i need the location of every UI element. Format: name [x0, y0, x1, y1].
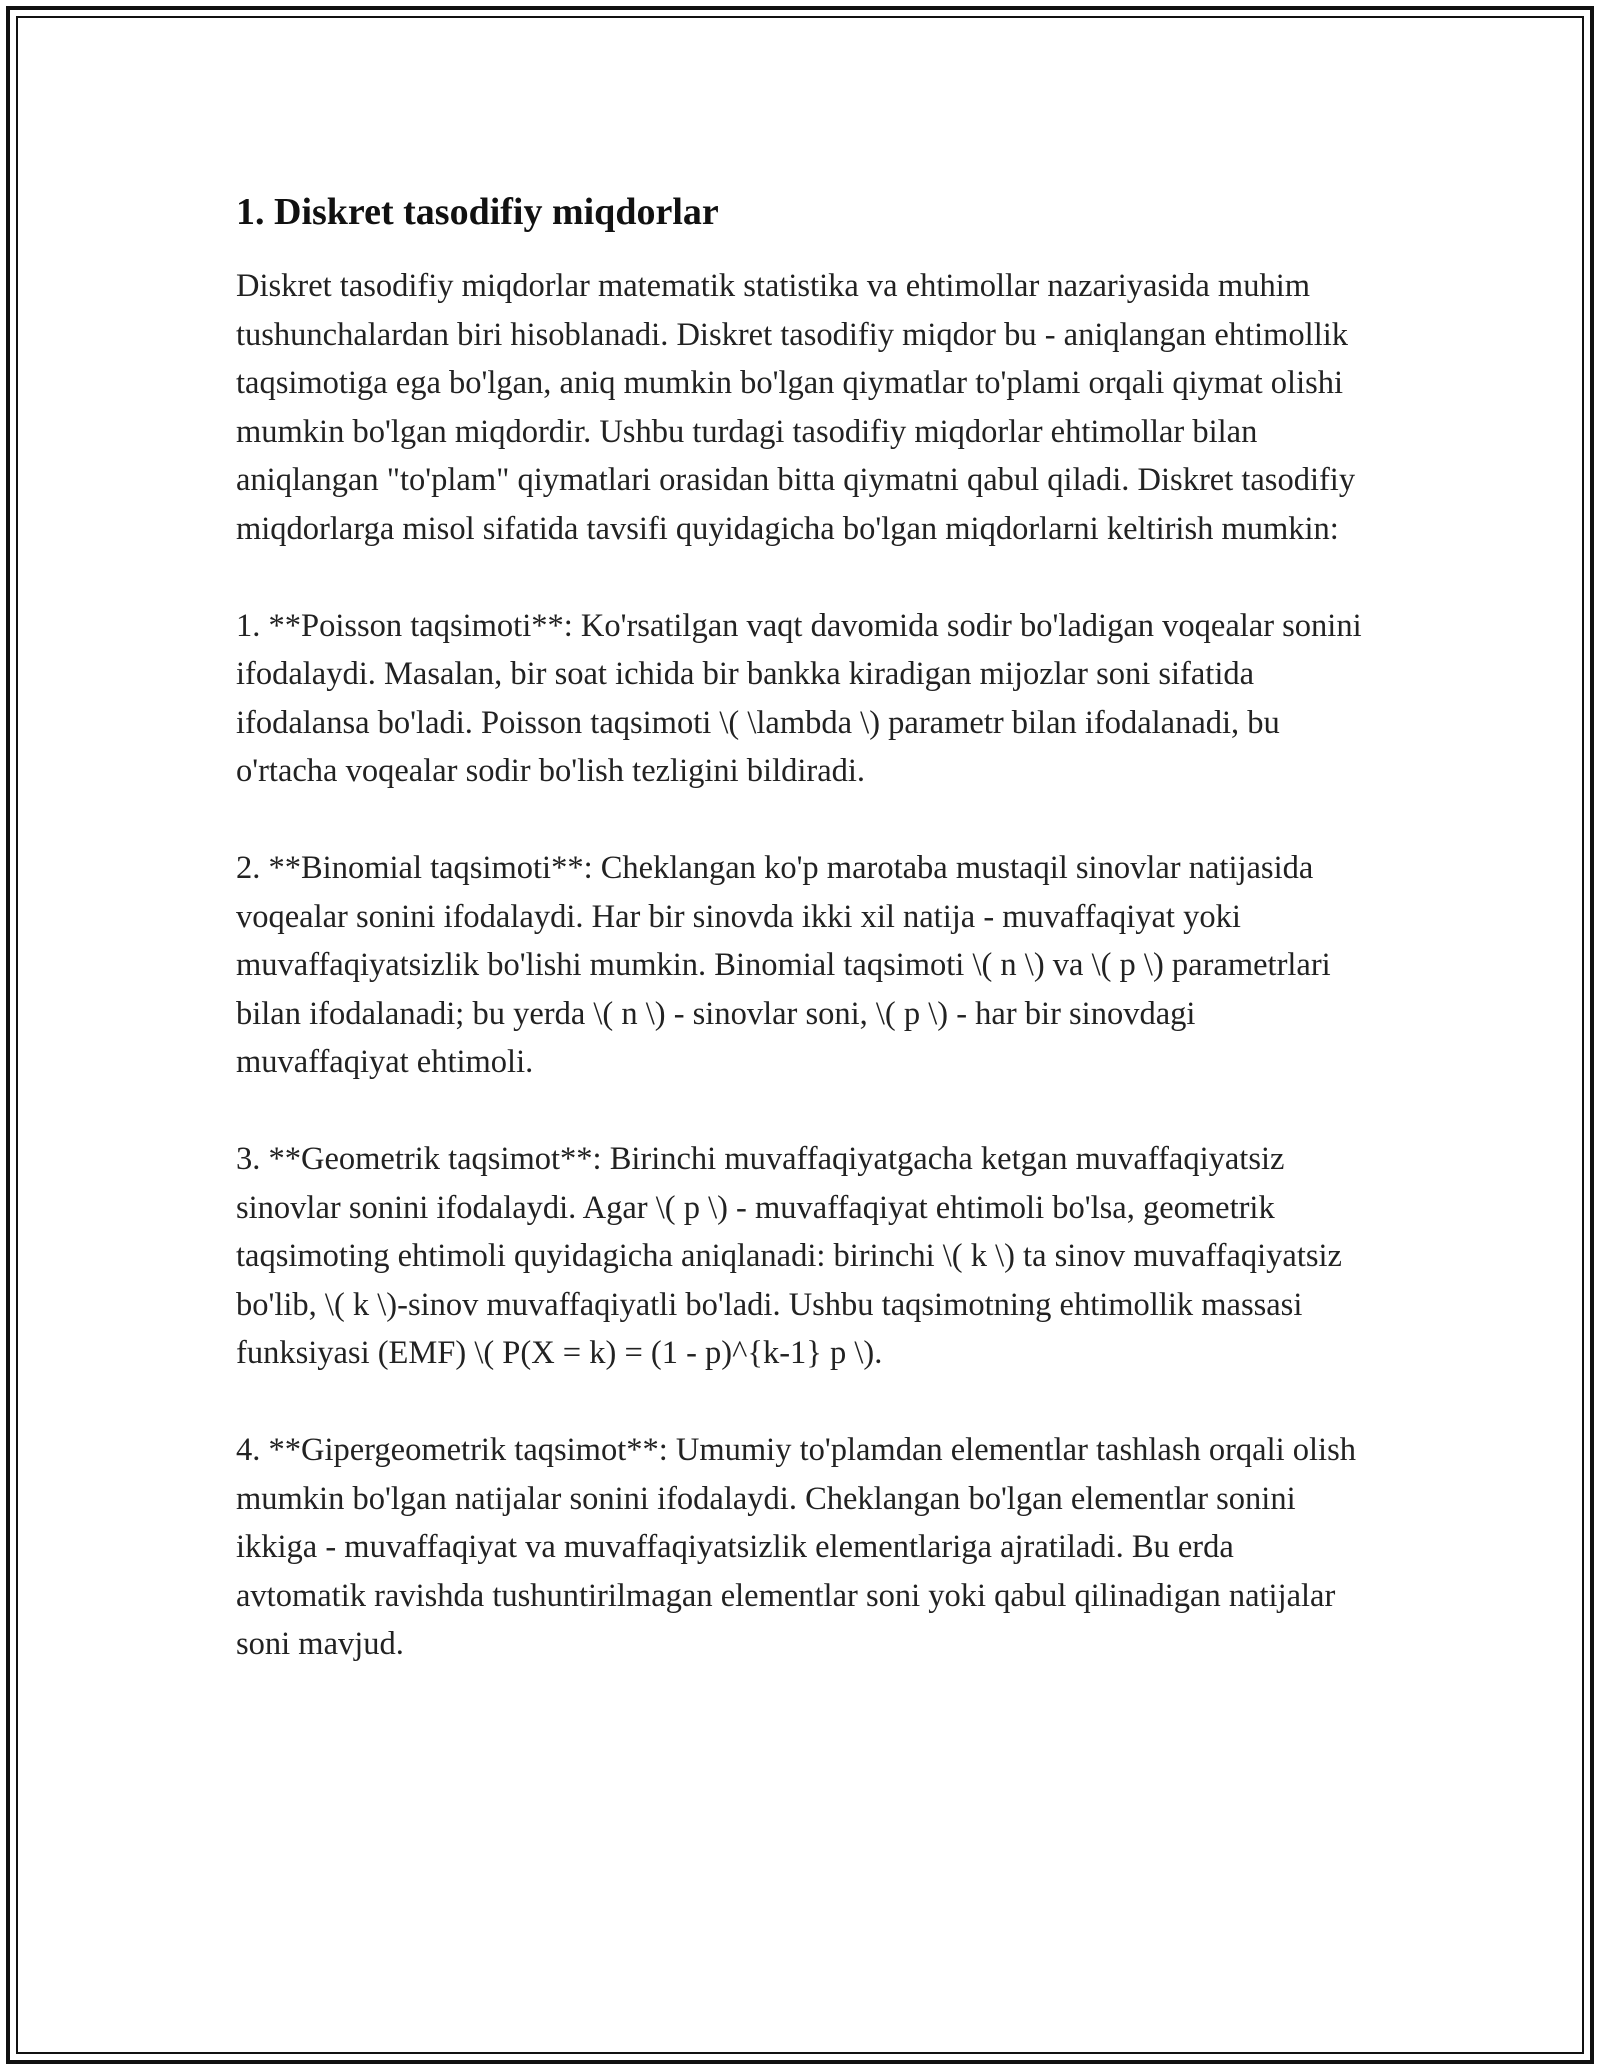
geometric-paragraph: 3. **Geometrik taqsimot**: Birinchi muvaffaqiyatgacha ketgan muvaffaqiyatsiz sinovlar sonini ifodalaydi. Agar \( p \) - muvaffaqiyat ehtimoli bo'lsa, geometrik taqsimoting ehtimoli quyidagicha aniqlanadi: birinchi \( k \) ta sinov muvaffaqiyatsiz bo'lib, \( k \)-sinov muvaffaqiyatli bo'ladi. Ushbu taqsimotning ehtimollik massasi funksiyasi (EMF) \( P(X = k) = (1 - p)^{k-1} p \).: [236, 1141, 1342, 1371]
binomial-paragraph: 2. **Binomial taqsimoti**: Cheklangan ko'p marotaba mustaqil sinovlar natijasida voqealar sonini ifodalaydi. Har bir sinovda ikki xil natija - muvaffaqiyat yoki muvaffaqiyatsizlik bo'lishi mumkin. Binomial taqsimoti \( n \) va \( p \) parametrlari bilan ifodalanadi; bu yerda \( n \) - sinovlar soni, \( p \) - har bir sinovdagi muvaffaqiyat ehtimoli.: [236, 850, 1331, 1080]
document-body: [236, 188, 1366, 1717]
intro-paragraph: Diskret tasodifiy miqdorlar matematik statistika va ehtimollar nazariyasida muhim tushunchalardan biri hisoblanadi. Diskret tasodifiy miqdor bu - aniqlangan ehtimollik taqsimotiga ega bo'lgan, aniq mumkin bo'lgan qiymatlar to'plami orqali qiymat olishi mumkin bo'lgan miqdordir. Ushbu turdagi tasodifiy miqdorlar ehtimollar bilan aniqlangan "to'plam" qiymatlari orasidan bitta qiymatni qabul qiladi. Diskret tasodifiy miqdorlarga misol sifatida tavsifi quyidagicha bo'lgan miqdorlarni keltirish mumkin:: [236, 268, 1356, 547]
hypergeometric-paragraph: 4. **Gipergeometrik taqsimot**: Umumiy to'plamdan elementlar tashlash orqali olish mumkin bo'lgan natijalar sonini ifodalaydi. Cheklangan bo'lgan elementlar sonini ikkiga - muvaffaqiyat va muvaffaqiyatsizlik elementlariga ajratiladi. Bu erda avtomatik ravishda tushuntirilmagan elementlar soni yoki qabul qilinadigan natijalar soni mavjud.: [236, 1432, 1356, 1662]
poisson-paragraph: 1. **Poisson taqsimoti**: Ko'rsatilgan vaqt davomida sodir bo'ladigan voqealar sonini ifodalaydi. Masalan, bir soat ichida bir bankka kiradigan mijozlar soni sifatida ifodalansa bo'ladi. Poisson taqsimoti \( \lambda \) parametr bilan ifodalanadi, bu o'rtacha voqealar sodir bo'lish tezligini bildiradi.: [236, 607, 1362, 789]
section-title: 1. Diskret tasodifiy miqdorlar: [236, 191, 719, 233]
